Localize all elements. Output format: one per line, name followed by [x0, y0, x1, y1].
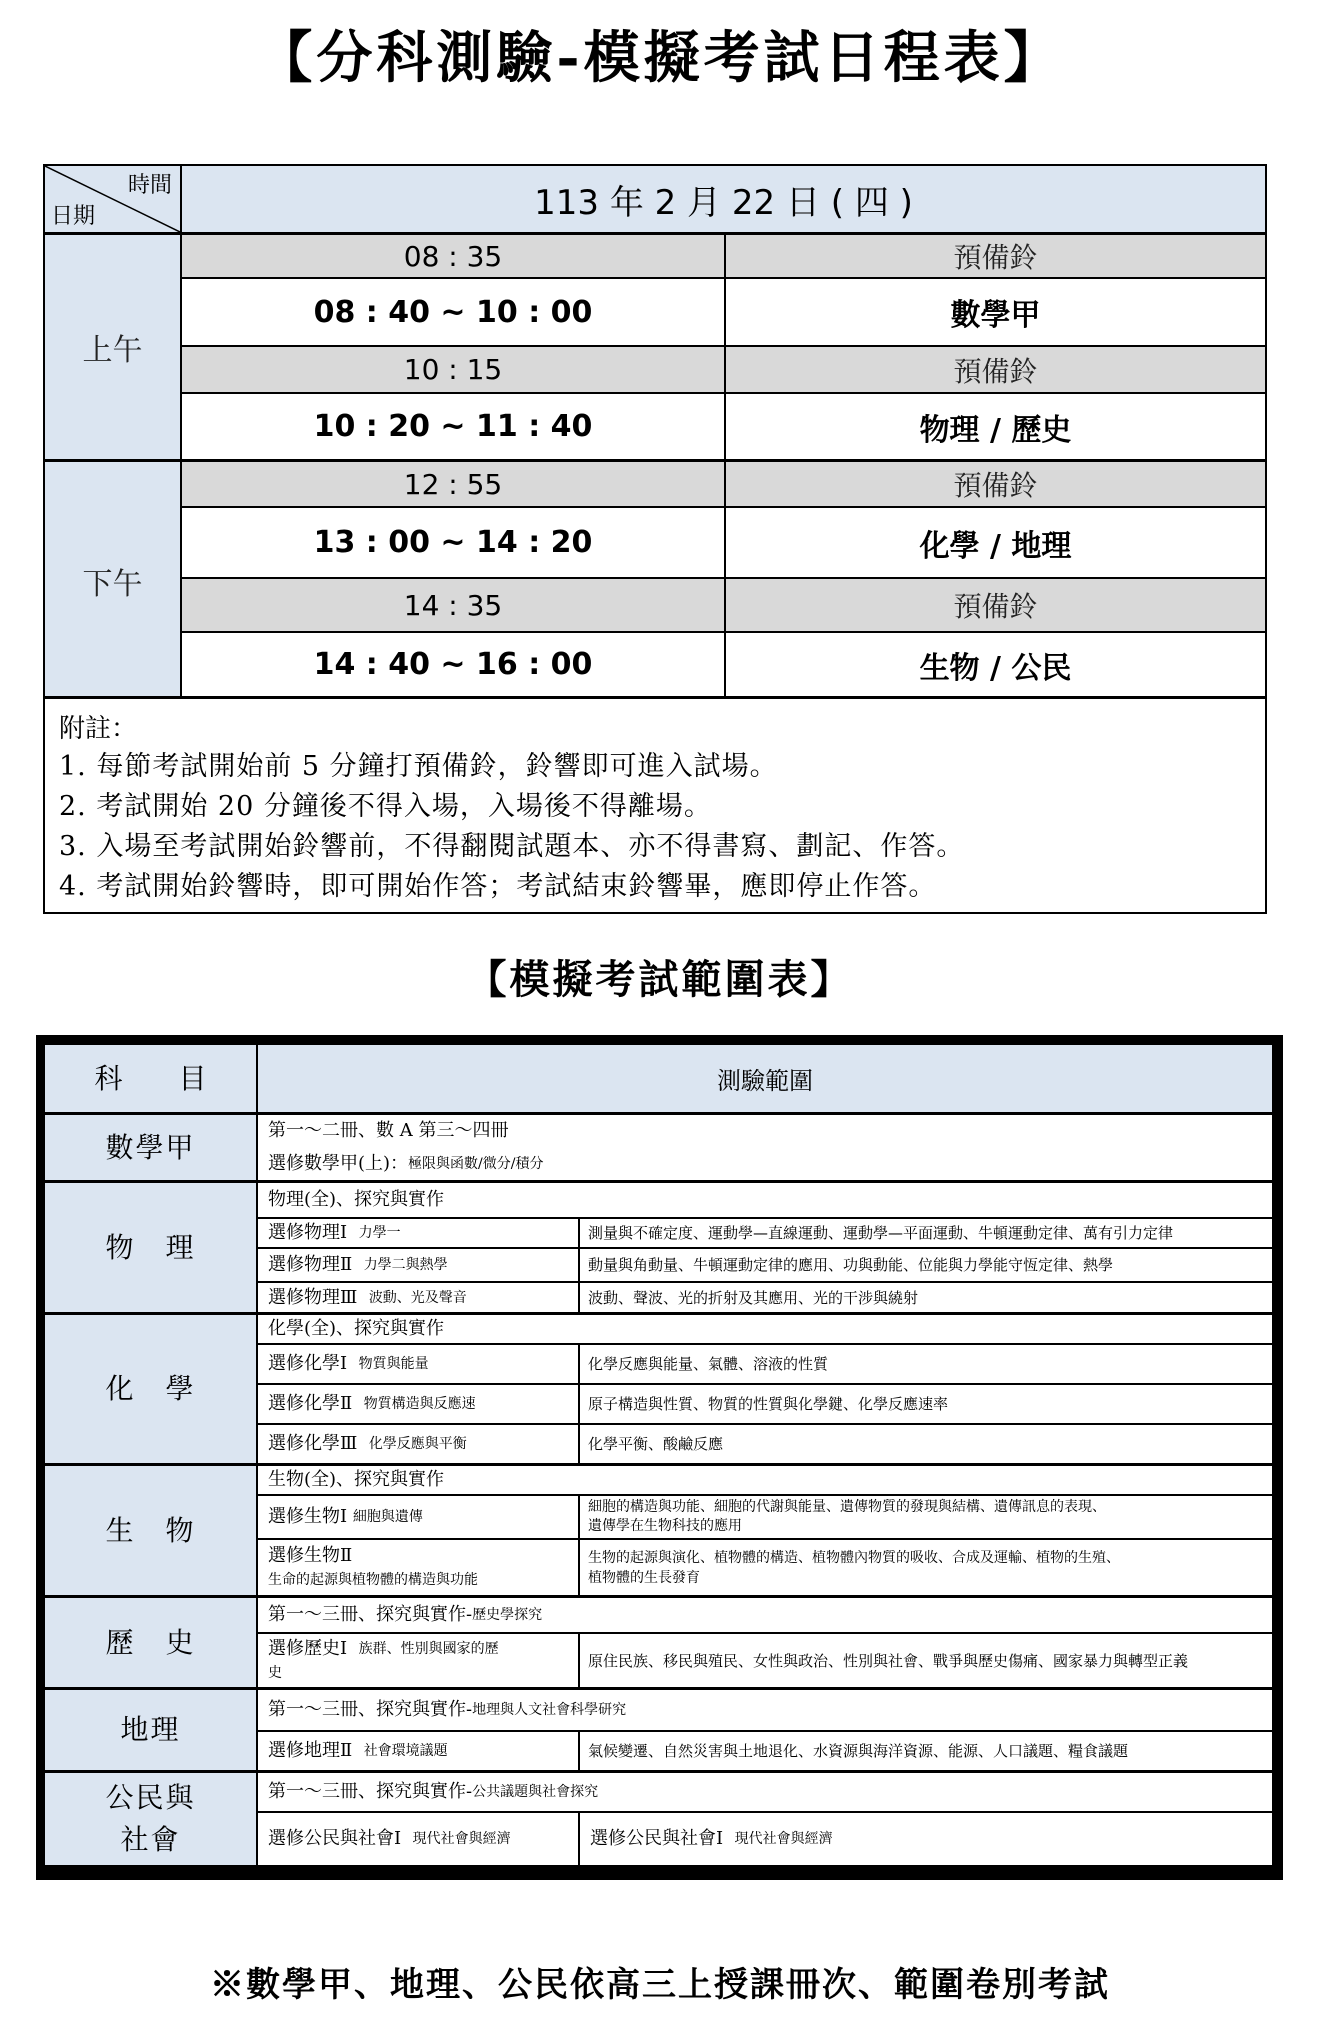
- civics-all: [258, 1773, 1272, 1811]
- course-name: 選修物理Ⅲ: [268, 1286, 358, 1308]
- subject-geography: 地理: [45, 1690, 256, 1770]
- note-item: 2. 考試開始 20 分鐘後不得入場，入場後不得離場。: [59, 791, 712, 822]
- course-name: 選修生物Ⅱ: [268, 1544, 353, 1566]
- geography-all: [258, 1690, 1272, 1730]
- notes-section: [45, 699, 1265, 912]
- subject-chemistry: 化 學: [45, 1315, 256, 1463]
- note-item: 1. 每節考試開始前 5 分鐘打預備鈴，鈴響即可進入試場。: [59, 751, 778, 782]
- course-topic-cont: 史: [268, 1664, 282, 1681]
- all-main: 第一～三冊、探究與實作-: [268, 1781, 473, 1802]
- course-name: 選修化學Ⅲ: [268, 1433, 358, 1454]
- chemistry-course-3: [258, 1425, 578, 1463]
- geography-scope-1: 氣候變遷、自然災害與土地退化、水資源與海洋資源、能源、人口議題、糧食議題: [588, 1742, 1129, 1760]
- subject-math: 數學甲: [45, 1115, 256, 1180]
- bell-cell: 預備鈴: [726, 347, 1265, 392]
- note-item: 3. 入場至考試開始鈴響前，不得翻閱試題本、亦不得書寫、劃記、作答。: [59, 831, 965, 862]
- chemistry-scope-2: 原子構造與性質、物質的性質與化學鍵、化學反應速率: [588, 1395, 949, 1413]
- subject-cell: 物理 / 歷史: [726, 394, 1265, 459]
- math-line2-small: 極限與函數/微分/積分: [408, 1155, 544, 1172]
- biology-course-2: [258, 1540, 578, 1595]
- scope-line: 遺傳學在生物科技的應用: [588, 1518, 742, 1534]
- scope-line: 植物體的生長發育: [588, 1569, 700, 1586]
- physics-scope-2: 動量與角動量、牛頓運動定律的應用、功與動能、位能與力學能守恆定律、熱學: [588, 1256, 1114, 1274]
- scope-line: 生物的起源與演化、植物體的構造、植物體內物質的吸收、合成及運輸、植物的生殖、: [588, 1549, 1120, 1566]
- biology-scope-1: [580, 1496, 1272, 1538]
- corner-time-label: 時間: [127, 173, 172, 198]
- course-topic: 物質構造與反應速: [363, 1396, 476, 1412]
- scope-line: 細胞的構造與功能、細胞的代謝與能量、遺傳物質的發現與結構、遺傳訊息的表現、: [588, 1499, 1106, 1515]
- physics-course-3: [258, 1283, 578, 1312]
- time-cell: 08 : 40 ~ 10 : 00: [182, 279, 724, 345]
- scope-sub: 現代社會與經濟: [734, 1831, 833, 1847]
- physics-course-1: [258, 1219, 578, 1247]
- bell-cell: 預備鈴: [726, 462, 1265, 506]
- math-line1: 第一～二冊、數 A 第三～四冊: [268, 1120, 509, 1141]
- schedule-title: 【分科測驗-模擬考試日程表】: [256, 25, 1064, 91]
- subject-cell: 化學 / 地理: [726, 508, 1265, 577]
- time-cell: 14 : 40 ~ 16 : 00: [182, 633, 724, 696]
- physics-course-2: [258, 1249, 578, 1281]
- course-name: 選修生物Ⅰ: [268, 1506, 348, 1527]
- time-cell: 08 : 35: [182, 235, 724, 277]
- course-topic: 物質與能量: [358, 1356, 429, 1372]
- all-small: 公共議題與社會探究: [472, 1784, 599, 1800]
- subject-history: 歷 史: [45, 1598, 256, 1687]
- all-small: 地理與人文社會科學研究: [472, 1702, 627, 1718]
- all-main: 第一～三冊、探究與實作-: [268, 1604, 473, 1625]
- subject-biology: 生 物: [45, 1466, 256, 1595]
- math-line2: [258, 1147, 1272, 1180]
- time-cell: 13 : 00 ~ 14 : 20: [182, 508, 724, 577]
- course-name: 選修物理Ⅰ: [268, 1222, 348, 1243]
- history-course-1: [258, 1634, 578, 1687]
- subject-line: 社會: [120, 1823, 181, 1856]
- course-topic: 現代社會與經濟: [412, 1831, 511, 1847]
- chemistry-all: 化學(全)、探究與實作: [268, 1318, 445, 1339]
- bell-cell: 預備鈴: [726, 235, 1265, 277]
- course-name: 選修公民與社會Ⅰ: [268, 1828, 402, 1849]
- physics-scope-3: 波動、聲波、光的折射及其應用、光的干涉與繞射: [588, 1288, 919, 1307]
- afternoon-label: 下午: [45, 462, 180, 699]
- scope-main: 選修公民與社會Ⅰ: [590, 1828, 724, 1849]
- time-cell: 10 : 20 ~ 11 : 40: [182, 394, 724, 459]
- course-name: 選修化學Ⅰ: [268, 1353, 348, 1374]
- schedule-table: [43, 164, 1267, 914]
- geography-course-1: [258, 1732, 578, 1770]
- chemistry-scope-1: 化學反應與能量、氣體、溶液的性質: [588, 1355, 829, 1373]
- course-topic: 力學一: [358, 1225, 401, 1241]
- corner-date-label: 日期: [51, 204, 96, 229]
- notes-heading: 附註：: [59, 714, 138, 744]
- history-all: [258, 1598, 1272, 1632]
- all-main: 第一～三冊、探究與實作-: [268, 1699, 473, 1720]
- time-cell: 12 : 55: [182, 462, 724, 506]
- course-name: 選修歷史Ⅰ: [268, 1637, 348, 1659]
- footnote: ※數學甲、地理、公民依高三上授課冊次、範圍卷別考試: [210, 1965, 1110, 2005]
- history-scope-1: 原住民族、移民與殖民、女性與政治、性別與社會、戰爭與歷史傷痛、國家暴力與轉型正義: [588, 1651, 1189, 1670]
- biology-scope-2: [580, 1540, 1272, 1595]
- biology-all: 生物(全)、探究與實作: [268, 1469, 445, 1490]
- chemistry-course-2: [258, 1385, 578, 1423]
- header-subject: 科 目: [45, 1045, 256, 1112]
- course-topic: 波動、光及聲音: [368, 1289, 467, 1306]
- physics-all: 物理(全)、探究與實作: [268, 1189, 445, 1210]
- time-cell: 10 : 15: [182, 347, 724, 392]
- all-small: 歷史學探究: [472, 1607, 543, 1623]
- chemistry-scope-3: 化學平衡、酸鹼反應: [588, 1435, 724, 1453]
- time-cell: 14 : 35: [182, 579, 724, 631]
- course-topic: 細胞與遺傳: [352, 1509, 423, 1525]
- course-topic: 社會環境議題: [363, 1743, 448, 1759]
- note-item: 4. 考試開始鈴響時，即可開始作答；考試結束鈴響畢，應即停止作答。: [59, 871, 937, 902]
- date-header: 113 年 2 月 22 日 ( 四 ): [182, 166, 1265, 232]
- subject-physics: 物 理: [45, 1183, 256, 1312]
- subject-cell: 數學甲: [726, 279, 1265, 345]
- course-topic: 力學二與熱學: [363, 1257, 448, 1273]
- course-topic: 生命的起源與植物體的構造與功能: [268, 1571, 478, 1588]
- morning-label: 上午: [45, 235, 180, 459]
- bell-cell: 預備鈴: [726, 579, 1265, 631]
- header-scope: 測驗範圍: [258, 1045, 1272, 1112]
- physics-scope-1: 測量與不確定度、運動學—直線運動、運動學—平面運動、牛頓運動定律、萬有引力定律: [588, 1224, 1174, 1242]
- subject-civics: [45, 1773, 256, 1865]
- biology-course-1: [258, 1496, 578, 1538]
- subject-cell: 生物 / 公民: [726, 633, 1265, 696]
- corner-cell: [45, 166, 180, 232]
- chemistry-course-1: [258, 1345, 578, 1383]
- course-topic: 化學反應與平衡: [368, 1436, 467, 1452]
- civics-scope-1: [580, 1813, 1272, 1865]
- subject-line: 公民與: [105, 1781, 196, 1814]
- course-name: 選修地理Ⅱ: [268, 1740, 353, 1761]
- course-name: 選修物理Ⅱ: [268, 1254, 353, 1275]
- civics-course-1: [258, 1813, 578, 1865]
- math-line2-main: 選修數學甲(上)：: [268, 1152, 409, 1174]
- range-title: 【模擬考試範圍表】: [466, 956, 854, 1003]
- course-topic: 族群、性別與國家的歷: [358, 1640, 499, 1657]
- course-name: 選修化學Ⅱ: [268, 1393, 353, 1414]
- range-table: [45, 1045, 1272, 1865]
